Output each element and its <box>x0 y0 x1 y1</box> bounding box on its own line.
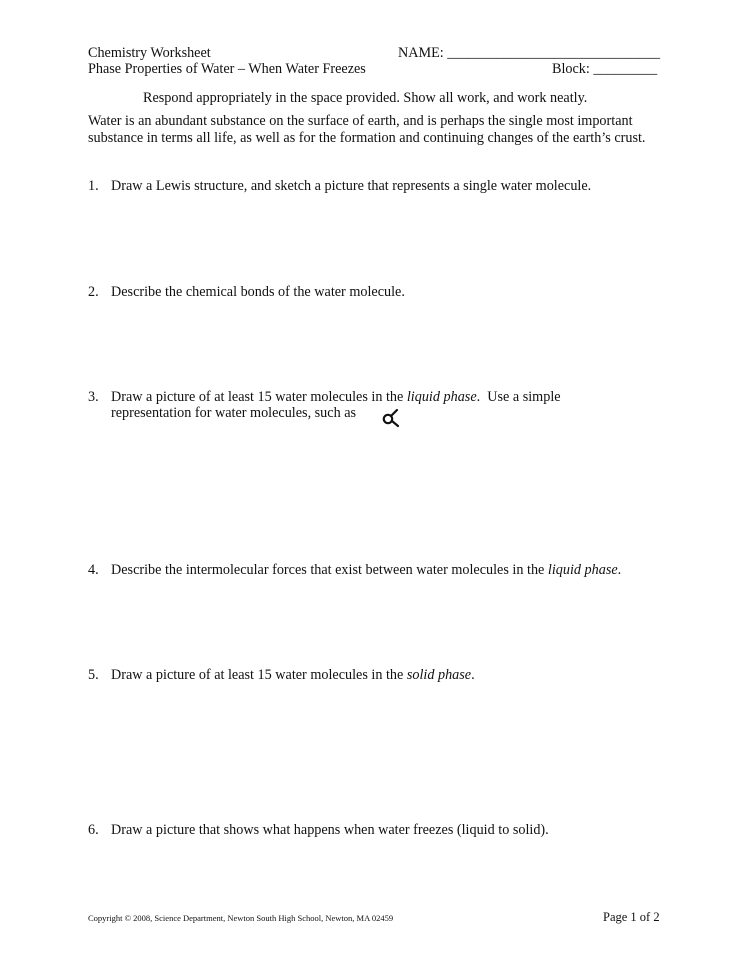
question-number: 3. <box>88 389 99 405</box>
name-label: NAME: <box>398 45 448 61</box>
question-number: 5. <box>88 667 99 683</box>
question-text: Describe the chemical bonds of the water molecule. <box>111 284 405 300</box>
instructions: Respond appropriately in the space provided. Show all work, and work neatly. <box>143 90 588 106</box>
emphasis-solid-phase: solid phase <box>406 667 472 683</box>
name-field[interactable] <box>398 45 660 62</box>
emphasis-liquid-phase: liquid phase <box>547 562 618 578</box>
intro-paragraph: Water is an abundant substance on the surface of earth, and is perhaps the single most important substance in terms all life, as well as for the formation and continuing changes of the earth’s crust. <box>88 113 646 146</box>
block-label: Block: <box>552 61 594 77</box>
question-text-line-1: Draw a picture of at least 15 water molecules in the liquid phase. Use a simple <box>111 389 561 405</box>
worksheet-course: Chemistry Worksheet <box>88 45 211 61</box>
question-text: Draw a Lewis structure, and sketch a picture that represents a single water molecule. <box>111 178 592 194</box>
question-number: 6. <box>88 822 99 838</box>
copyright-notice: Copyright © 2008, Science Department, Newton South High School, Newton, MA 02459 <box>88 913 394 923</box>
worksheet-topic: Phase Properties of Water – When Water Freezes <box>88 61 366 77</box>
question-number: 4. <box>88 562 99 578</box>
water-molecule-icon <box>380 408 400 428</box>
question-number: 1. <box>88 178 99 194</box>
emphasis-liquid-phase: liquid phase <box>406 389 477 405</box>
block-field[interactable] <box>552 61 657 78</box>
question-text-line-2: representation for water molecules, such as <box>111 405 357 421</box>
question-text: Describe the intermolecular forces that exist between water molecules in the liquid phase. <box>111 562 622 578</box>
question-text: Draw a picture of at least 15 water molecules in the solid phase. <box>111 667 475 683</box>
name-blank[interactable]: ______________________________ <box>447 45 661 61</box>
question-text: Draw a picture that shows what happens when water freezes (liquid to solid). <box>111 822 549 838</box>
question-number: 2. <box>88 284 99 300</box>
block-blank[interactable]: _________ <box>593 61 658 77</box>
page-number: Page 1 of 2 <box>603 910 660 924</box>
